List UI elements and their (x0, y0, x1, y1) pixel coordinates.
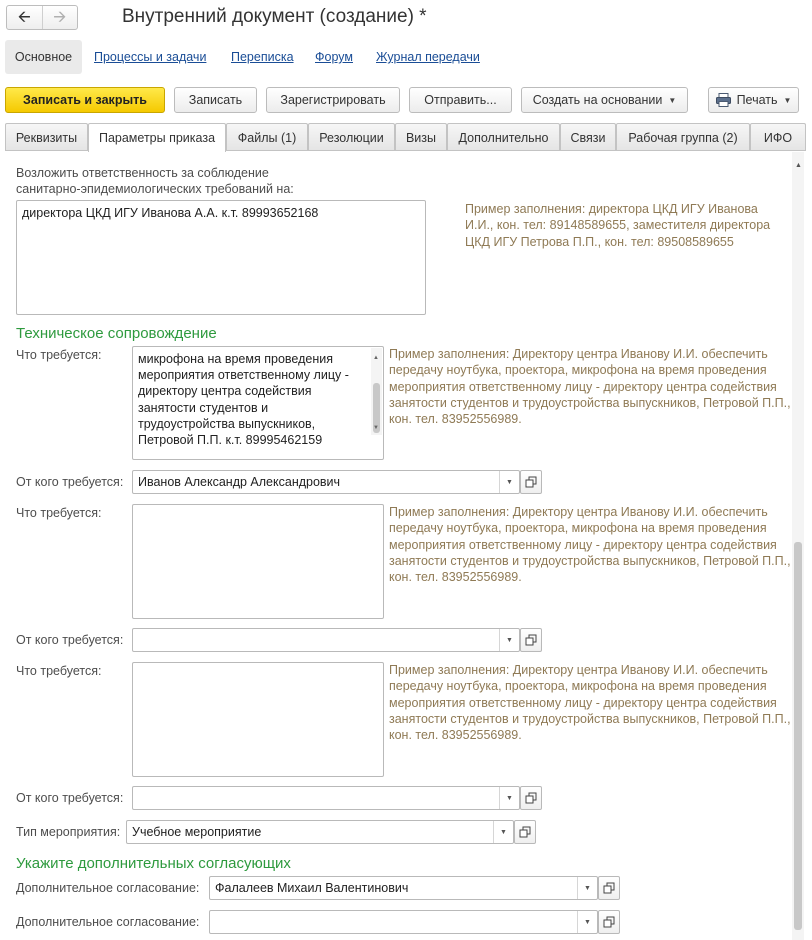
tab-additional[interactable]: Дополнительно (447, 123, 560, 151)
send-button[interactable]: Отправить... (409, 87, 512, 113)
history-nav (6, 5, 78, 30)
triangle-down-icon[interactable]: ▼ (577, 877, 597, 899)
open-window-icon[interactable] (520, 628, 542, 652)
nav-processes[interactable]: Процессы и задачи (94, 50, 207, 64)
triangle-down-icon[interactable]: ▼ (577, 911, 597, 933)
requirement-1-textarea[interactable] (132, 346, 384, 460)
form-scrollbar[interactable] (792, 152, 804, 940)
approvers-section-title: Укажите дополнительных согласующих (16, 855, 291, 872)
open-window-icon[interactable] (514, 820, 536, 844)
triangle-down-icon: ▼ (668, 95, 677, 105)
tab-workgroup[interactable]: Рабочая группа (2) (616, 123, 750, 151)
responsibility-hint: Пример заполнения: директора ЦКД ИГУ Иванова И.И., кон. тел: 89148589655, заместителя директора ЦКД ИГУ Петрова П.П., кон. тел: 89508589655 (465, 202, 771, 249)
triangle-down-icon[interactable]: ▼ (499, 629, 519, 651)
tab-resolutions[interactable]: Резолюции (308, 123, 395, 151)
approval-2-value (210, 911, 577, 933)
scroll-up-icon[interactable]: ▲ (795, 162, 802, 169)
tab-ifo[interactable]: ИФО (750, 123, 806, 151)
nav-correspondence[interactable]: Переписка (231, 50, 294, 64)
print-label: Печать (736, 93, 778, 107)
printer-icon (716, 93, 731, 107)
from-whom-2-value (133, 629, 499, 651)
scroll-down-icon[interactable]: ▼ (373, 424, 379, 431)
what-required-label-3: Что требуется: (16, 664, 102, 678)
create-based-on-button[interactable] (521, 87, 688, 113)
from-whom-1-value: Иванов Александр Александрович (138, 475, 341, 489)
open-window-icon[interactable] (520, 470, 542, 494)
approval-1-value: Фалалеев Михаил Валентинович (215, 881, 409, 895)
window-title: Внутренний документ (создание) * (122, 6, 427, 27)
open-window-icon[interactable] (520, 786, 542, 810)
what-required-label-2: Что требуется: (16, 506, 102, 520)
from-whom-1-field[interactable] (132, 470, 520, 494)
from-whom-3-field[interactable] (132, 786, 520, 810)
nav-transfer-log[interactable]: Журнал передачи (376, 50, 480, 64)
from-whom-label-3: От кого требуется: (16, 791, 124, 805)
approval-label-2: Дополнительное согласование: (16, 915, 200, 929)
responsibility-label-line2: санитарно-эпидемиологических требований на: (16, 182, 294, 196)
tab-files[interactable]: Файлы (1) (226, 123, 308, 151)
triangle-down-icon[interactable]: ▼ (499, 787, 519, 809)
register-button[interactable]: Зарегистрировать (266, 87, 400, 113)
triangle-down-icon: ▼ (783, 95, 792, 105)
what-required-label-1: Что требуется: (16, 348, 102, 362)
triangle-down-icon[interactable]: ▼ (493, 821, 513, 843)
scroll-up-icon[interactable]: ▲ (373, 355, 379, 361)
tech-hint-2: Пример заполнения: Директору центра Иванову И.И. обеспечить передачу ноутбука, проектора, микрофона на время проведения мероприятия ответственному лицу - директору центра содействия занятости студентов и трудоустройства выпускников, Петровой П.П., кон. тел. 83952556989. (389, 505, 791, 585)
scroll-thumb[interactable] (794, 542, 802, 930)
tech-hint-1: Пример заполнения: Директору центра Иванову И.И. обеспечить передачу ноутбука, проектора, микрофона на время проведения мероприятия ответственному лицу - директору центра содействия занятости студентов и трудоустройства выпускников, Петровой П.П., кон. тел. 83952556989. (389, 347, 791, 427)
tab-requisites[interactable]: Реквизиты (5, 123, 88, 151)
back-arrow-icon[interactable]: 🡨 (7, 6, 43, 29)
forward-arrow-icon[interactable]: 🡪 (53, 8, 67, 26)
requirement-2-textarea[interactable] (132, 504, 384, 619)
approval-2-field[interactable] (209, 910, 598, 934)
event-type-field[interactable] (126, 820, 514, 844)
tech-support-section-title: Техническое сопровождение (16, 325, 217, 342)
save-button[interactable]: Записать (174, 87, 257, 113)
tab-links[interactable]: Связи (560, 123, 616, 151)
save-and-close-button[interactable]: Записать и закрыть (5, 87, 165, 113)
from-whom-3-value (133, 787, 499, 809)
tab-visas[interactable]: Визы (395, 123, 447, 151)
requirement-1-text: микрофона на время проведения мероприятия ответственному лицу - директору центра содействия занятости студентов и трудоустройства выпускников, Петровой П.П. к.т. 89995462159 (138, 352, 349, 448)
tech-hint-3: Пример заполнения: Директору центра Иванову И.И. обеспечить передачу ноутбука, проектора, микрофона на время проведения мероприятия ответственному лицу - директору центра содействия занятости студентов и трудоустройства выпускников, Петровой П.П., кон. тел. 83952556989. (389, 663, 791, 743)
open-window-icon[interactable] (598, 910, 620, 934)
tab-order-params[interactable]: Параметры приказа (88, 123, 226, 152)
nav-main[interactable]: Основное (5, 40, 82, 74)
from-whom-2-field[interactable] (132, 628, 520, 652)
open-window-icon[interactable] (598, 876, 620, 900)
event-type-value: Учебное мероприятие (132, 825, 262, 839)
from-whom-label-2: От кого требуется: (16, 633, 124, 647)
responsibility-textarea[interactable]: директора ЦКД ИГУ Иванова А.А. к.т. 89993652168 (16, 200, 426, 315)
triangle-down-icon[interactable]: ▼ (499, 471, 519, 493)
nav-forum[interactable]: Форум (315, 50, 353, 64)
approval-label-1: Дополнительное согласование: (16, 881, 200, 895)
approval-1-field[interactable] (209, 876, 598, 900)
print-button[interactable] (708, 87, 799, 113)
requirement-1-scrollbar[interactable] (371, 348, 382, 435)
requirement-3-textarea[interactable] (132, 662, 384, 777)
from-whom-label-1: От кого требуется: (16, 475, 124, 489)
event-type-label: Тип мероприятия: (16, 825, 121, 839)
responsibility-label-line1: Возложить ответственность за соблюдение (16, 166, 269, 180)
create-based-on-label: Создать на основании (532, 93, 663, 107)
tab-bar (5, 123, 806, 151)
